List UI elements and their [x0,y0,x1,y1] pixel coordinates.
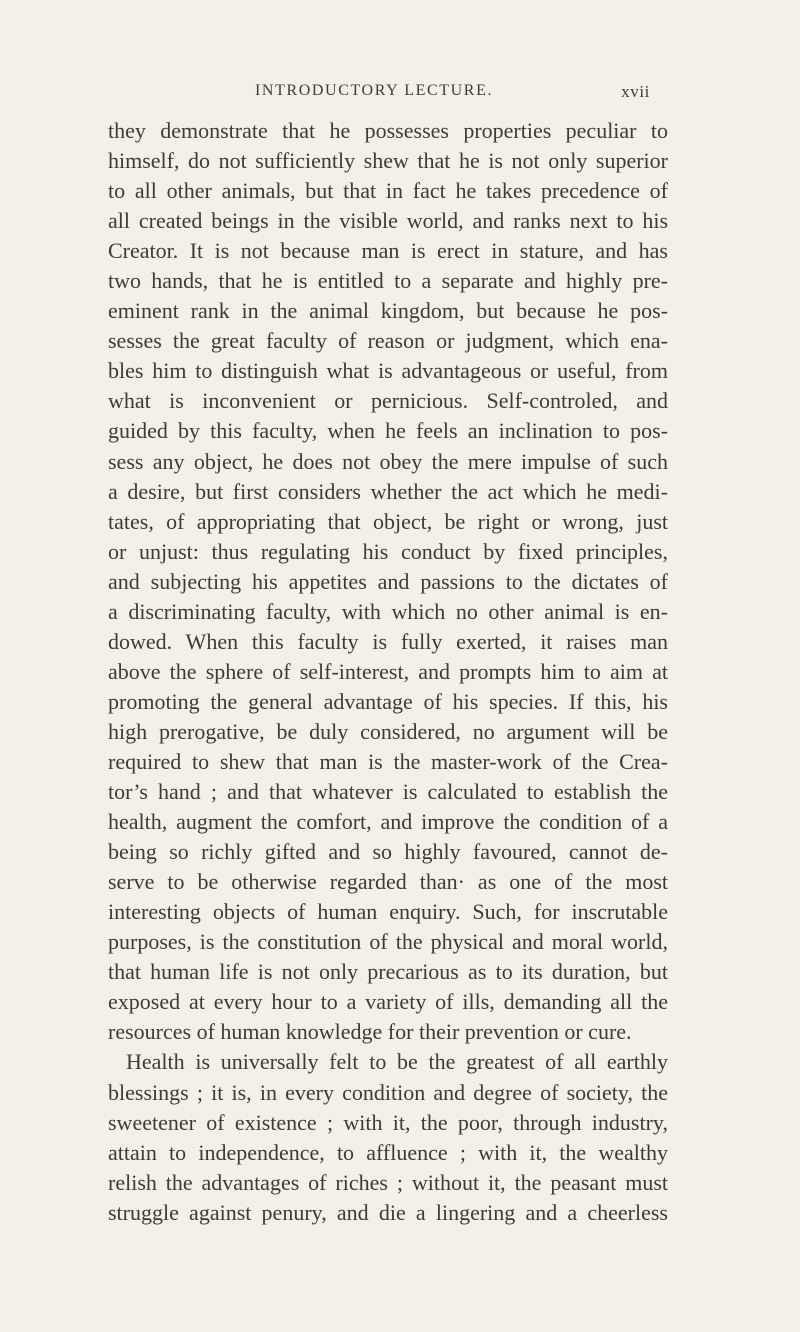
page-number: xvii [621,82,650,101]
body-text [108,116,668,1228]
text-line: relish the advantages of riches ; without it, the peasant must [108,1169,668,1195]
text-line: sweetener of existence ; with it, the poor, through industry, [108,1109,668,1135]
running-title: INTRODUCTORY LECTURE. [255,82,494,99]
text-line: tor’s hand ; and that whatever is calculated to establish the [108,779,668,805]
text-line: promoting the general advantage of his species. If this, his [108,688,668,714]
text-line: bles him to distinguish what is advantageous or useful, from [108,358,668,384]
text-line: sess any object, he does not obey the mere impulse of such [108,448,668,474]
text-line: a desire, but first considers whether the act which he medi- [108,478,668,504]
text-line: two hands, that he is entitled to a separate and highly pre- [108,268,668,294]
text-line: himself, do not sufficiently shew that he is not only superior [108,148,668,174]
text-line: all created beings in the visible world, and ranks next to his [108,208,668,234]
text-line: Health is universally felt to be the greatest of all earthly [126,1049,668,1075]
text-line: what is inconvenient or pernicious. Self-controled, and [108,388,668,414]
text-line: to all other animals, but that in fact he takes precedence of [108,178,668,204]
text-line: they demonstrate that he possesses properties peculiar to [108,118,668,143]
text-line: guided by this faculty, when he feels an inclination to pos- [108,418,668,444]
text-line: and subjecting his appetites and passions to the dictates of [108,568,668,594]
text-line: health, augment the comfort, and improve the condition of a [108,809,668,835]
text-line: or unjust: thus regulating his conduct by fixed principles, [108,538,668,564]
text-line: resources of human knowledge for their prevention or cure. [108,1019,632,1045]
text-line: purposes, is the constitution of the physical and moral world, [108,929,668,955]
text-line: that human life is not only precarious as to its duration, but [108,959,668,985]
text-line: dowed. When this faculty is fully exerted, it raises man [108,628,668,654]
text-line: above the sphere of self-interest, and prompts him to aim at [108,658,668,684]
text-line: attain to independence, to affluence ; with it, the wealthy [108,1139,668,1165]
text-line: interesting objects of human enquiry. Such, for inscrutable [108,899,668,925]
text-line: required to shew that man is the master-work of the Crea- [108,748,668,774]
text-line: being so richly gifted and so highly favoured, cannot de- [108,839,668,865]
text-line: exposed at every hour to a variety of ills, demanding all the [108,989,668,1015]
text-line: Creator. It is not because man is erect in stature, and has [108,238,668,264]
text-line: serve to be otherwise regarded than· as one of the most [108,869,668,895]
text-line: a discriminating faculty, with which no other animal is en- [108,598,668,624]
text-line: tates, of appropriating that object, be right or wrong, just [108,508,668,534]
text-line: blessings ; it is, in every condition and degree of society, the [108,1079,668,1105]
text-line: eminent rank in the animal kingdom, but because he pos- [108,298,668,324]
text-line: sesses the great faculty of reason or judgment, which ena- [108,328,668,354]
text-line: struggle against penury, and die a lingering and a cheerless [108,1199,668,1225]
text-line: high prerogative, be duly considered, no argument will be [108,718,668,744]
